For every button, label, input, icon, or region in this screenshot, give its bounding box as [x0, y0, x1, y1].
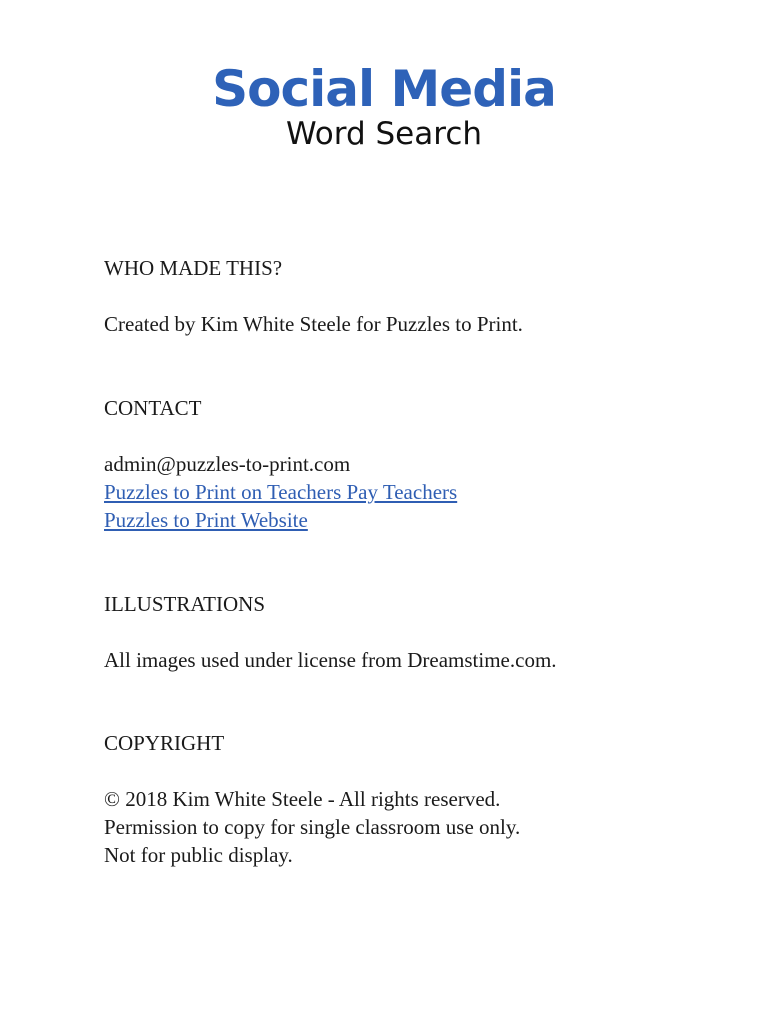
- illustrations-heading: ILLUSTRATIONS: [104, 592, 265, 616]
- who-text: Created by Kim White Steele for Puzzles to Print.: [104, 312, 523, 336]
- page-subtitle: Word Search: [285, 116, 483, 152]
- tpt-link[interactable]: Puzzles to Print on Teachers Pay Teachers: [104, 480, 458, 504]
- copyright-line-2: Permission to copy for single classroom use only.: [104, 815, 521, 839]
- copyright-heading: COPYRIGHT: [104, 731, 225, 755]
- website-link[interactable]: Puzzles to Print Website: [104, 508, 308, 532]
- page-title: Social Media: [212, 60, 556, 118]
- copyright-line-1: © 2018 Kim White Steele - All rights reserved.: [104, 787, 501, 811]
- copyright-line-3: Not for public display.: [104, 843, 293, 867]
- who-heading: WHO MADE THIS?: [104, 256, 283, 280]
- contact-heading: CONTACT: [104, 396, 202, 420]
- illustrations-text: All images used under license from Dreamstime.com.: [104, 648, 557, 672]
- contact-email: admin@puzzles-to-print.com: [104, 452, 351, 476]
- title-block: [0, 58, 768, 152]
